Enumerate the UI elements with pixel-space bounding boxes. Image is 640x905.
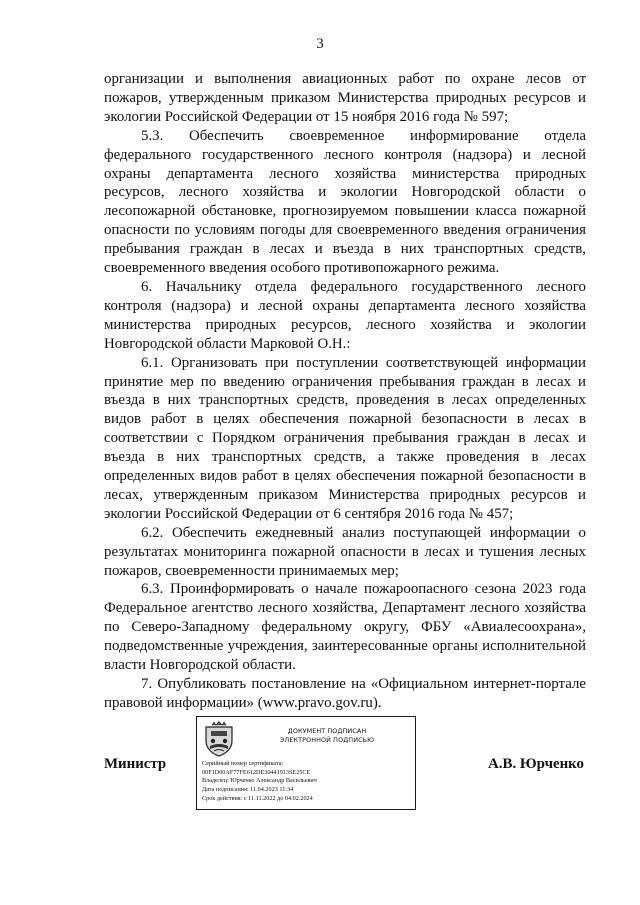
paragraph: 5.3. Обеспечить своевременное информирование отдела федерального государственного лесного контроля (надзора) и лесной охраны департамента лесного хозяйства министерства природных ресурсов, лесного хозяйства и экологии Новгородской области о лесопожарной обстановке, прогнозируемом повышении класса пожарной опасности по условиям погоды для своевременного введения ограничения пребывания граждан в лесах и въезда в них транспортных средств, своевременного введения особого противопожарного режима. [104, 127, 586, 277]
paragraph: организации и выполнения авиационных работ по охране лесов от пожаров, утвержденным приказом Министерства природных ресурсов и экологии Российской Федерации от 15 ноября 2016 года № 597; [104, 71, 586, 125]
signer-position: Министр [104, 756, 167, 772]
paragraph: 7. Опубликовать постановление на «Официальном интернет-портале правовой информации» (www.pravo.gov.ru). [104, 676, 586, 711]
paragraph: 6.3. Проинформировать о начале пожароопасного сезона 2023 года Федеральное агентство лесного хозяйства, Департамент лесного хозяйства по Северо-Западному федеральному округу, ФБУ «Авиалесоохрана», подведомственные учреждения, заинтересованные органы исполнительной власти Новгородской области. [104, 581, 586, 674]
cert-label: Серийный номер сертификата: [202, 760, 284, 767]
page-number: 3 [316, 36, 324, 52]
paragraph: 6.2. Обеспечить ежедневный анализ поступающей информации о результатах мониторинга пожарной опасности в лесах и тушения лесных пожаров, своевременности принимаемых мер; [104, 524, 586, 579]
paragraph: 6.1. Организовать при поступлении соответствующей информации принятие мер по введению ограничения пребывания граждан в лесах и въезда в них транспортных средств, проведения в лесах определенных видов работ в целях обеспечения пожарной безопасности в лесах в соответствии с Порядком ограничения пребывания граждан в лесах и въезда в них транспортных средств, а также проведения в лесах определенных видов работ в целях обеспечения пожарной безопасности в лесах, утвержденным приказом Министерства природных ресурсов и экологии Российской Федерации от 6 сентября 2016 года № 457; [104, 354, 586, 522]
cert-validity: Срок действия: с 11.11.2022 до 04.02.2024 [202, 794, 313, 802]
stamp-details [202, 760, 412, 804]
electronic-signature-stamp [196, 716, 416, 810]
signed-date: Дата подписания: 11.04.2023 11:34 [202, 786, 294, 794]
cert-number: 00F1D00AF77FE612DE30441913SE25CE [202, 768, 311, 776]
paragraph: 6. Начальнику отдела федерального государственного лесного контроля (надзора) и лесной охраны департамента лесного хозяйства министерства природных ресурсов, лесного хозяйства и экологии Новгородской области Марковой О.Н.: [104, 278, 586, 352]
stamp-title-line: ЭЛЕКТРОННОЙ ПОДПИСЬЮ [279, 736, 375, 744]
signature-block [0, 716, 640, 816]
stamp-title [243, 727, 411, 745]
signer-name: А.В. Юрченко [488, 756, 584, 772]
document-body [104, 70, 586, 713]
cert-owner: Владелец: Юрченко Александр Васильевич [202, 777, 317, 785]
stamp-title-line: ДОКУМЕНТ ПОДПИСАН [287, 727, 367, 735]
novgorod-coat-of-arms-icon [202, 721, 236, 757]
